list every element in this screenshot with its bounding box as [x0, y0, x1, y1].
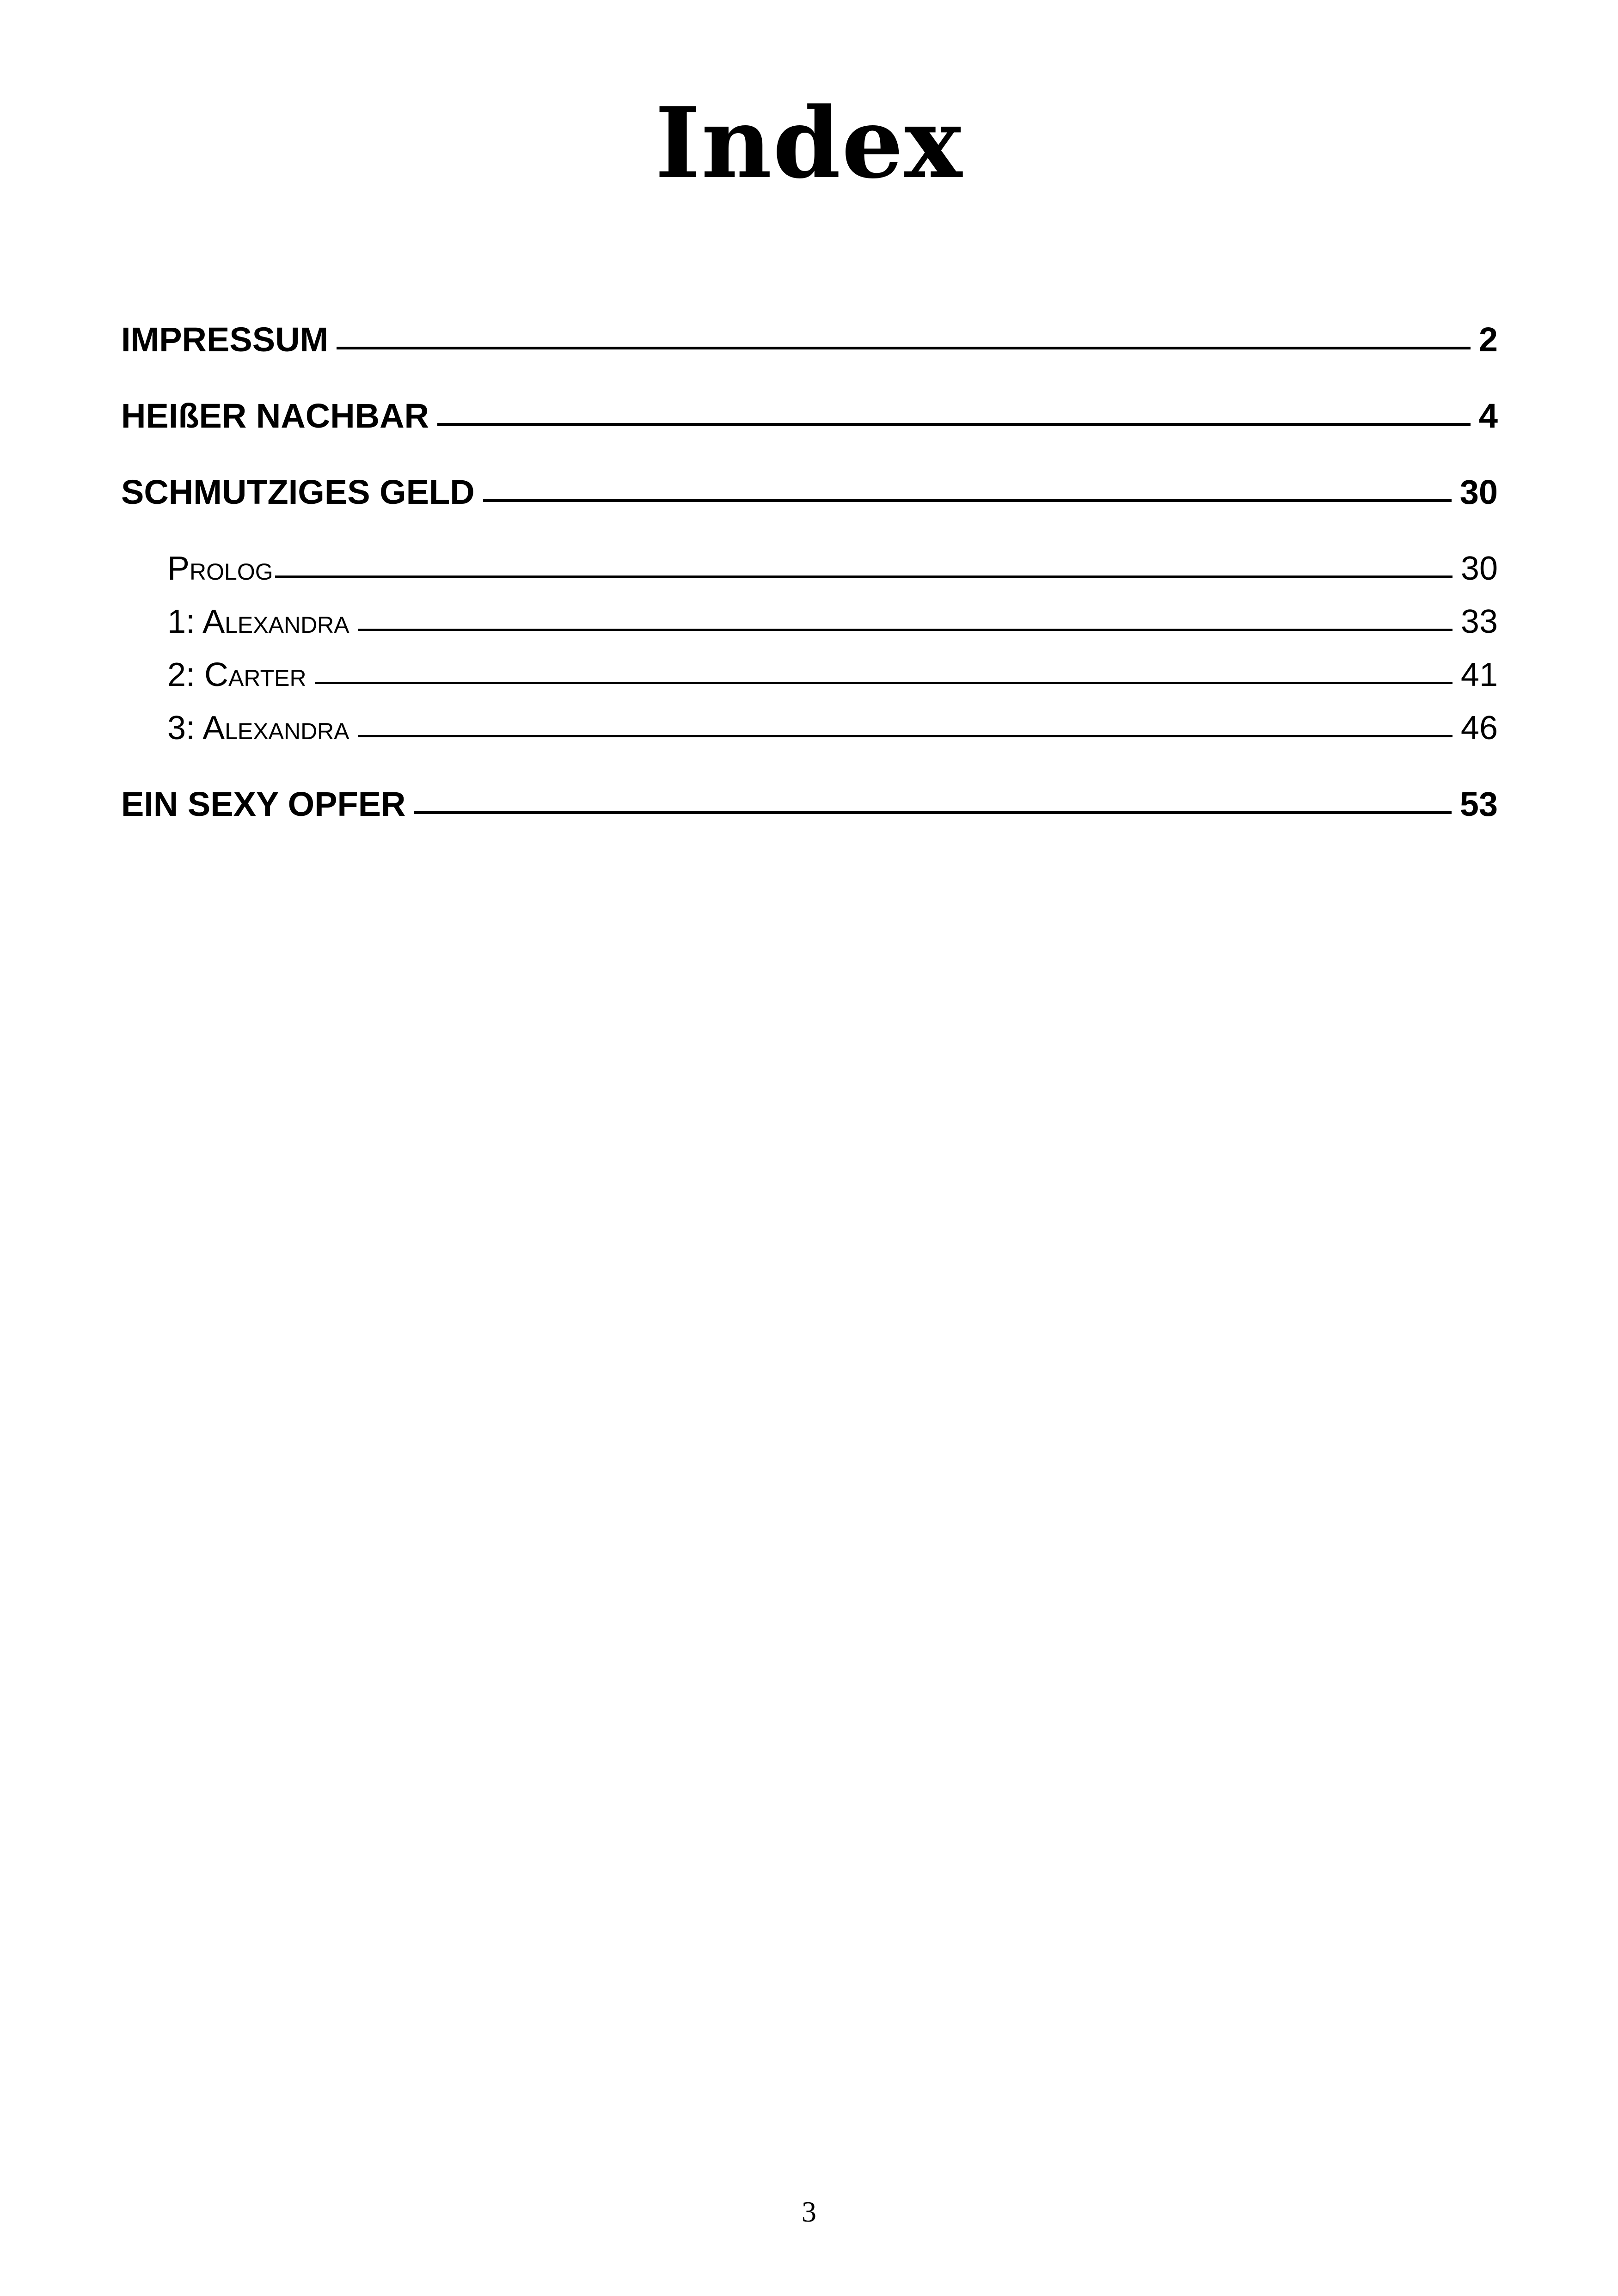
toc-entry-page: 4 [1478, 397, 1498, 435]
toc-leader-line [483, 499, 1452, 502]
toc-entry-ein-sexy-opfer[interactable] [121, 779, 1498, 830]
toc-entry-label: Prolog [167, 550, 273, 587]
toc-entry-heisser-nachbar[interactable] [121, 391, 1498, 441]
toc-entry-label: 1: Alexandra [167, 603, 349, 640]
toc-entry-page: 46 [1460, 710, 1498, 747]
toc-entry-page: 41 [1460, 656, 1498, 693]
toc-entry-page: 53 [1459, 785, 1498, 823]
toc-leader-line [437, 423, 1471, 426]
toc-entry-label: 3: Alexandra [167, 710, 349, 747]
toc-entry-impressum[interactable] [121, 314, 1498, 365]
toc-entry-page: 30 [1459, 473, 1498, 511]
toc-entry-schmutziges-geld[interactable] [121, 467, 1498, 518]
toc-leader-line [414, 811, 1452, 814]
toc-leader-line [315, 682, 1453, 684]
toc-entry-page: 2 [1478, 320, 1498, 359]
toc-entry-label: HEIßER NACHBAR [121, 397, 429, 435]
toc-leader-line [358, 735, 1453, 737]
toc-leader-line [337, 347, 1471, 349]
toc-entry-alexandra-1[interactable] [121, 596, 1498, 647]
toc-entry-label: IMPRESSUM [121, 320, 329, 359]
toc-entry-label: EIN SEXY OPFER [121, 785, 406, 823]
toc-entry-page: 33 [1460, 603, 1498, 640]
toc-entry-carter-2[interactable] [121, 649, 1498, 700]
toc-leader-line [275, 576, 1453, 578]
page-title: Index [655, 86, 963, 200]
toc-leader-line [358, 629, 1453, 631]
toc-entry-label: 2: Carter [167, 656, 306, 693]
toc-entry-alexandra-3[interactable] [121, 703, 1498, 753]
toc-entry-prolog[interactable] [121, 543, 1498, 594]
toc-entry-page: 30 [1460, 550, 1498, 587]
toc-entry-label: SCHMUTZIGES GELD [121, 473, 475, 511]
page-number: 3 [802, 2195, 816, 2228]
table-of-contents [121, 0, 1498, 925]
